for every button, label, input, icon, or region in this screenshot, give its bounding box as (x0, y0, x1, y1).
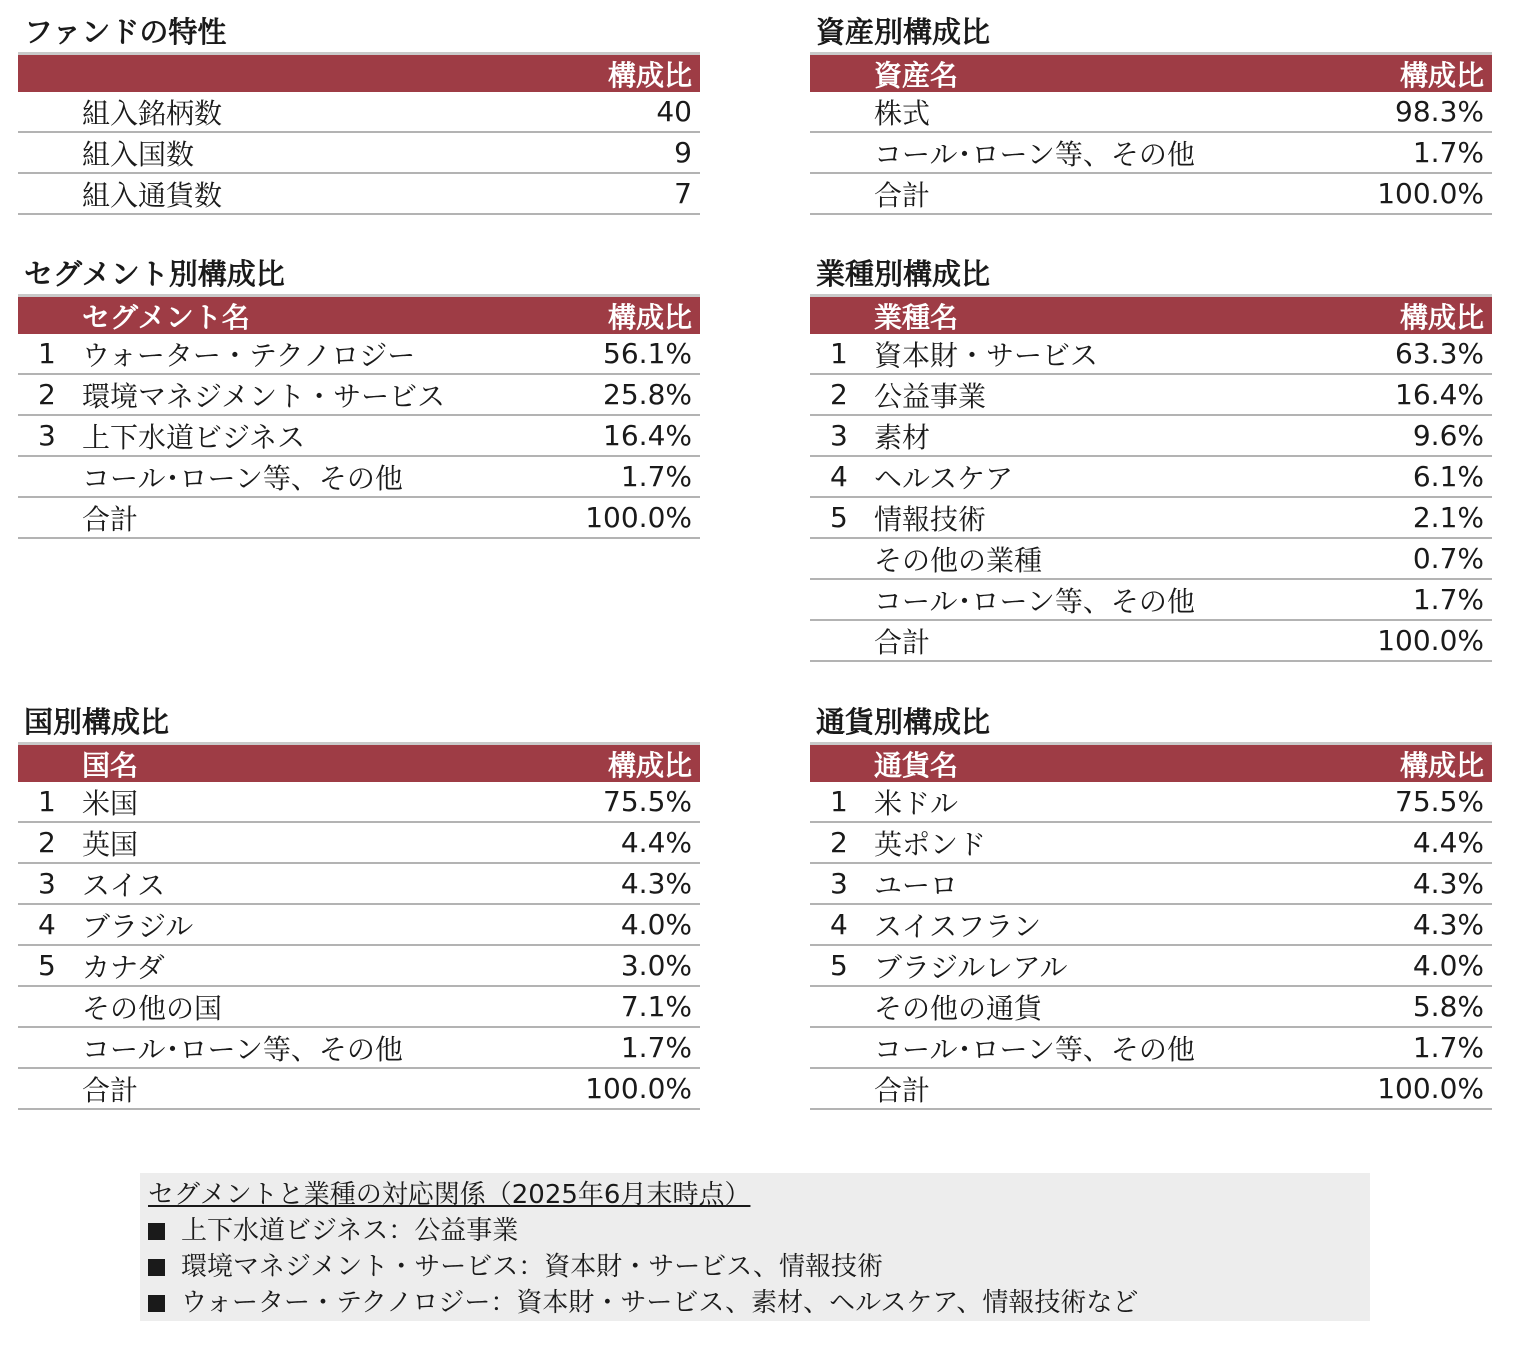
table-row (18, 334, 700, 375)
name-cell: 合計 (874, 625, 931, 659)
value-cell: 4.3% (1412, 867, 1484, 900)
value-cell: 1.7% (620, 460, 692, 493)
table-row (810, 174, 1492, 215)
value-cell: 7 (674, 177, 692, 210)
segment-allocation-section (18, 254, 700, 539)
header-value-cell: 構成比 (607, 58, 692, 92)
country-allocation-section (18, 702, 700, 1110)
value-cell: 1.7% (1412, 1031, 1484, 1064)
value-cell: 4.3% (1412, 908, 1484, 941)
table-header (810, 742, 1492, 782)
currency-allocation-section (810, 702, 1492, 1110)
name-cell: コール･ローン等、その他 (82, 1032, 403, 1066)
value-cell: 75.5% (1395, 785, 1484, 818)
name-cell: その他の通貨 (874, 991, 1043, 1025)
name-cell: コール･ローン等、その他 (874, 584, 1195, 618)
value-cell: 2.1% (1412, 501, 1484, 534)
table-row (810, 621, 1492, 662)
value-cell: 4.0% (620, 908, 692, 941)
table-row (810, 1028, 1492, 1069)
allocation-table (810, 742, 1492, 1110)
rank-cell: 1 (830, 785, 848, 818)
table-header (810, 294, 1492, 334)
value-cell: 100.0% (1377, 624, 1484, 657)
name-cell: 合計 (874, 1073, 931, 1107)
name-cell: 合計 (82, 1073, 139, 1107)
allocation-table (18, 52, 700, 215)
table-row (18, 174, 700, 215)
table-header (810, 52, 1492, 92)
table-row (810, 457, 1492, 498)
header-name-cell: セグメント名 (82, 300, 250, 334)
name-cell: 英ポンド (874, 827, 987, 861)
table-row (810, 580, 1492, 621)
rank-cell: 5 (830, 949, 848, 982)
rank-cell: 4 (38, 908, 56, 941)
allocation-table (18, 742, 700, 1110)
table-row (810, 334, 1492, 375)
value-cell: 4.0% (1412, 949, 1484, 982)
table-row (18, 1069, 700, 1110)
value-cell: 4.3% (620, 867, 692, 900)
table-header (18, 52, 700, 92)
name-cell: 資本財・サービス (874, 338, 1099, 372)
name-cell: 合計 (82, 502, 139, 536)
name-cell: コール･ローン等、その他 (874, 1032, 1195, 1066)
name-cell: コール･ローン等、その他 (82, 461, 403, 495)
header-value-cell: 構成比 (1399, 300, 1484, 334)
name-cell: 英国 (82, 827, 139, 861)
table-row (810, 1069, 1492, 1110)
value-cell: 1.7% (620, 1031, 692, 1064)
fund-characteristics-section (18, 12, 700, 215)
table-row (18, 905, 700, 946)
table-row (18, 823, 700, 864)
value-cell: 75.5% (603, 785, 692, 818)
table-row (18, 92, 700, 133)
header-value-cell: 構成比 (1399, 58, 1484, 92)
rank-cell: 3 (38, 867, 56, 900)
sector-allocation-section (810, 254, 1492, 662)
value-cell: 9 (674, 136, 692, 169)
name-cell: ブラジルレアル (874, 950, 1068, 984)
value-cell: 4.4% (620, 826, 692, 859)
table-row (810, 92, 1492, 133)
section-title: 業種別構成比 (816, 257, 991, 291)
rank-cell: 1 (830, 337, 848, 370)
name-cell: 組入通貨数 (82, 178, 223, 212)
table-row (810, 823, 1492, 864)
name-cell: ブラジル (82, 909, 194, 943)
value-cell: 100.0% (585, 1072, 692, 1105)
value-cell: 56.1% (603, 337, 692, 370)
value-cell: 6.1% (1412, 460, 1484, 493)
value-cell: 25.8% (603, 378, 692, 411)
note-line (148, 1285, 1370, 1321)
table-row (810, 539, 1492, 580)
name-cell: スイス (82, 868, 166, 902)
note-line (148, 1249, 1370, 1285)
value-cell: 100.0% (1377, 177, 1484, 210)
rank-cell: 3 (830, 867, 848, 900)
name-cell: ヘルスケア (874, 461, 1014, 495)
name-cell: 米国 (82, 786, 139, 820)
rank-cell: 4 (830, 908, 848, 941)
segment-sector-mapping-note (140, 1173, 1370, 1321)
table-row (810, 133, 1492, 174)
value-cell: 100.0% (1377, 1072, 1484, 1105)
value-cell: 100.0% (585, 501, 692, 534)
value-cell: 3.0% (620, 949, 692, 982)
name-cell: 組入銘柄数 (82, 96, 223, 130)
section-title: 資産別構成比 (816, 15, 991, 49)
header-value-cell: 構成比 (607, 748, 692, 782)
name-cell: コール･ローン等、その他 (874, 137, 1195, 171)
table-row (810, 782, 1492, 823)
name-cell: その他の業種 (874, 543, 1043, 577)
name-cell: スイスフラン (874, 909, 1042, 943)
rank-cell: 3 (38, 419, 56, 452)
rank-cell: 1 (38, 785, 56, 818)
value-cell: 40 (656, 95, 692, 128)
value-cell: 1.7% (1412, 583, 1484, 616)
value-cell: 0.7% (1412, 542, 1484, 575)
name-cell: ユーロ (874, 868, 959, 902)
value-cell: 5.8% (1412, 990, 1484, 1023)
table-row (18, 1028, 700, 1069)
table-row (18, 946, 700, 987)
note-line (148, 1213, 1370, 1249)
value-cell: 63.3% (1395, 337, 1484, 370)
rank-cell: 1 (38, 337, 56, 370)
section-title: 通貨別構成比 (816, 705, 991, 739)
value-cell: 16.4% (603, 419, 692, 452)
rank-cell: 4 (830, 460, 848, 493)
name-cell: 情報技術 (874, 502, 987, 536)
rank-cell: 2 (830, 826, 848, 859)
value-cell: 1.7% (1412, 136, 1484, 169)
value-cell: 16.4% (1395, 378, 1484, 411)
square-bullet-icon (148, 1223, 165, 1240)
table-row (810, 375, 1492, 416)
rank-cell: 2 (38, 826, 56, 859)
allocation-table (18, 294, 700, 539)
table-row (810, 416, 1492, 457)
name-cell: 環境マネジメント・サービス (82, 379, 446, 413)
rank-cell: 2 (830, 378, 848, 411)
note-title: セグメントと業種の対応関係（2025年6月末時点） (148, 1180, 751, 1210)
table-row (18, 457, 700, 498)
name-cell: 上下水道ビジネス (82, 420, 306, 454)
value-cell: 9.6% (1412, 419, 1484, 452)
table-row (18, 133, 700, 174)
table-row (810, 946, 1492, 987)
table-row (810, 498, 1492, 539)
rank-cell: 5 (830, 501, 848, 534)
square-bullet-icon (148, 1295, 165, 1312)
table-row (18, 375, 700, 416)
header-value-cell: 構成比 (607, 300, 692, 334)
name-cell: カナダ (82, 950, 165, 984)
section-title: 国別構成比 (24, 705, 170, 739)
header-value-cell: 構成比 (1399, 748, 1484, 782)
name-cell: その他の国 (82, 991, 223, 1025)
section-title: セグメント別構成比 (24, 257, 285, 291)
value-cell: 4.4% (1412, 826, 1484, 859)
table-row (810, 864, 1492, 905)
value-cell: 98.3% (1395, 95, 1484, 128)
note-line-text: 環境マネジメント・サービス：資本財・サービス、情報技術 (181, 1252, 884, 1282)
table-row (810, 987, 1492, 1028)
name-cell: 合計 (874, 178, 931, 212)
note-line-text: 上下水道ビジネス：公益事業 (181, 1216, 519, 1246)
name-cell: 米ドル (874, 786, 959, 820)
note-line-text: ウォーター・テクノロジー：資本財・サービス、素材、ヘルスケア、情報技術など (181, 1288, 1139, 1318)
table-row (18, 864, 700, 905)
header-name-cell: 資産名 (874, 58, 959, 92)
table-header (18, 742, 700, 782)
name-cell: 素材 (874, 420, 931, 454)
value-cell: 7.1% (620, 990, 692, 1023)
rank-cell: 2 (38, 378, 56, 411)
header-name-cell: 通貨名 (874, 748, 959, 782)
name-cell: 組入国数 (82, 137, 195, 171)
table-row (18, 416, 700, 457)
asset-allocation-section (810, 12, 1492, 215)
allocation-table (810, 294, 1492, 662)
table-header (18, 294, 700, 334)
section-title: ファンドの特性 (24, 15, 227, 49)
allocation-table (810, 52, 1492, 215)
table-row (18, 498, 700, 539)
rank-cell: 5 (38, 949, 56, 982)
header-name-cell: 国名 (82, 748, 139, 782)
square-bullet-icon (148, 1259, 165, 1276)
table-row (18, 782, 700, 823)
name-cell: 株式 (874, 96, 931, 130)
name-cell: 公益事業 (874, 379, 987, 413)
table-row (810, 905, 1492, 946)
header-name-cell: 業種名 (874, 300, 959, 334)
rank-cell: 3 (830, 419, 848, 452)
table-row (18, 987, 700, 1028)
name-cell: ウォーター・テクノロジー (82, 338, 416, 372)
